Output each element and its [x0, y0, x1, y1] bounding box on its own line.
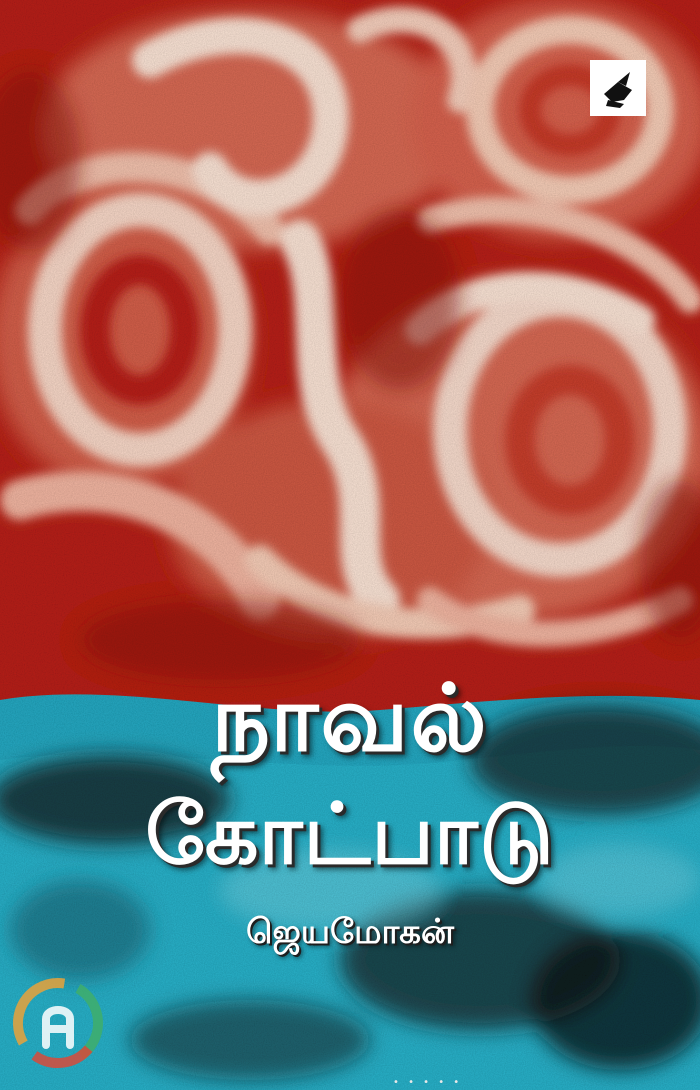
publisher-logo-icon — [590, 60, 646, 116]
book-author: ஜெயமோகன் — [246, 912, 454, 952]
book-title-line-1: நாவல் — [211, 665, 489, 772]
watermark-a-icon — [10, 975, 106, 1071]
footer-dots: • • • • • — [393, 1077, 463, 1088]
book-title-line-2: கோட்பாடு — [145, 785, 555, 883]
